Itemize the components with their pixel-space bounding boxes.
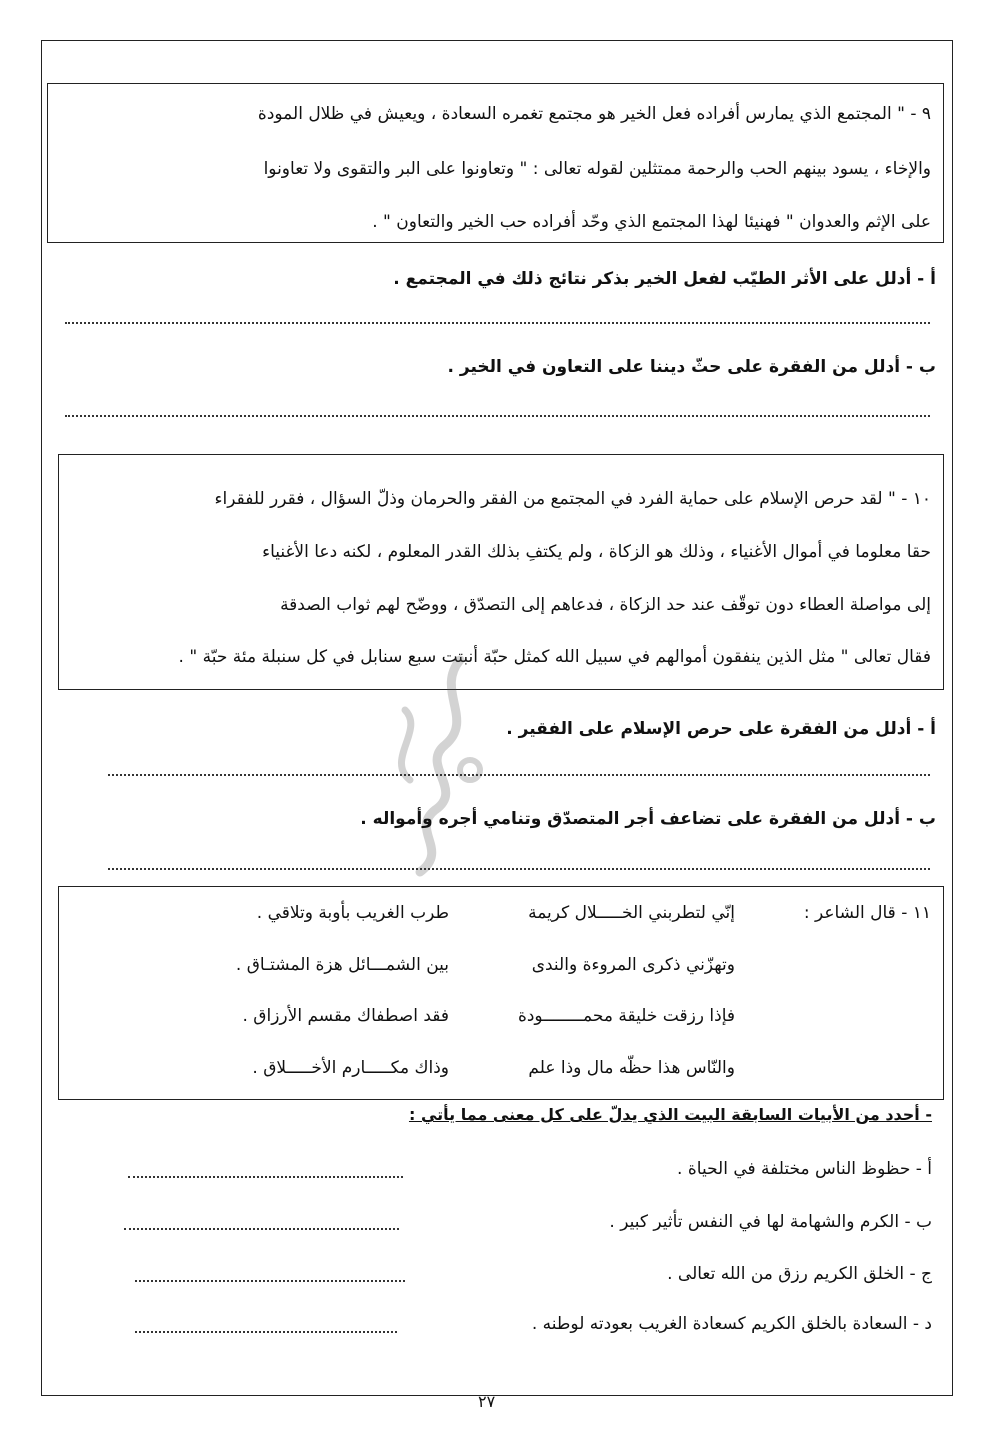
watermark-signature-icon: [365, 650, 495, 880]
q9-line-1: ٩ - " المجتمع الذي يمارس أفراده فعل الخير هو مجتمع تغمره السعادة ، ويعيش في ظلال المودة: [257, 104, 931, 124]
q11-item-d: د - السعادة بالخلق الكريم كسعادة الغريب بعودته لوطنه .: [531, 1314, 932, 1334]
q11-item-a-answer[interactable]: [128, 1176, 403, 1178]
page-number: ٢٧: [478, 1392, 496, 1411]
q9-answer-a-line[interactable]: [65, 322, 930, 324]
q10-line-3: إلى مواصلة العطاء دون توقّف عند حد الزكاة ، فدعاهم إلى التصدّق ، ووضّح لهم ثواب الصدقة: [280, 595, 931, 615]
q10-answer-b-line[interactable]: [108, 868, 930, 870]
q11-poem-box: [58, 886, 944, 1100]
verse-2-first: وتهزّني ذكرى المروءة والندى: [531, 955, 735, 975]
q11-item-c-answer[interactable]: [135, 1280, 405, 1282]
q9-question-a: أ - أدلل على الأثر الطيّب لفعل الخير بذكر نتائج ذلك في المجتمع .: [393, 269, 936, 289]
verse-1-first: إنّي لتطربني الخـــــلال كريمة: [528, 903, 735, 923]
q10-line-1: ١٠ - " لقد حرص الإسلام على حماية الفرد في المجتمع من الفقر والحرمان وذلّ السؤال ، فقرر للفقراء: [214, 489, 931, 509]
q10-line-4: فقال تعالى " مثل الذين ينفقون أموالهم في سبيل الله كمثل حبّة أنبتت سبع سنابل في كل سنبلة مئة حبّة " .: [178, 647, 931, 667]
verse-2-second: بين الشمـــائل هزة المشتـاق .: [235, 955, 449, 975]
q11-item-a: أ - حظوظ الناس مختلفة في الحياة .: [677, 1159, 932, 1179]
q10-question-a: أ - أدلل من الفقرة على حرص الإسلام على الفقير .: [506, 719, 936, 739]
q10-passage-box: [58, 454, 944, 690]
verse-4-second: وذاك مكـــــارم الأخـــــلاق .: [252, 1058, 449, 1078]
q9-question-b: ب - أدلل من الفقرة على حثّ ديننا على التعاون في الخير .: [447, 357, 936, 377]
q9-line-3: على الإثم والعدوان " فهنيئا لهذا المجتمع الذي وحّد أفراده حب الخير والتعاون " .: [372, 212, 931, 232]
q9-line-2: والإخاء ، يسود بينهم الحب والرحمة ممتثلين لقوله تعالى : " وتعاونوا على البر والتقوى ولا تعاونوا: [263, 159, 931, 179]
q9-passage-box: [47, 83, 944, 243]
verse-4-first: والنّاس هذا حظّه مال وذا علم: [528, 1058, 735, 1078]
q11-item-c: ج - الخلق الكريم رزق من الله تعالى .: [667, 1264, 932, 1284]
verse-1-second: طرب الغريب بأوبة وتلاقي .: [256, 903, 449, 923]
q9-answer-b-line[interactable]: [65, 415, 930, 417]
verse-3-first: فإذا رزقت خليقة محمــــــــودة: [517, 1006, 735, 1026]
q11-item-b: ب - الكرم والشهامة لها في النفس تأثير كبير .: [609, 1212, 932, 1232]
q10-answer-a-line[interactable]: [108, 774, 930, 776]
q10-line-2: حقا معلوما في أموال الأغنياء ، وذلك هو الزكاة ، ولم يكتفِ بذلك القدر المعلوم ، لكنه دعا الأغنياء: [262, 542, 931, 562]
q11-item-d-answer[interactable]: [135, 1331, 397, 1333]
q11-instruction: - أحدد من الأبيات السابقة البيت الذي يدلّ على كل معنى مما يأتي :: [408, 1105, 932, 1124]
verse-3-second: فقد اصطفاك مقسم الأرزاق .: [242, 1006, 449, 1026]
q11-intro: ١١ - قال الشاعر :: [803, 903, 931, 923]
q10-question-b: ب - أدلل من الفقرة على تضاعف أجر المتصدّق وتنامي أجره وأمواله .: [360, 809, 936, 829]
q11-item-b-answer[interactable]: [124, 1228, 399, 1230]
